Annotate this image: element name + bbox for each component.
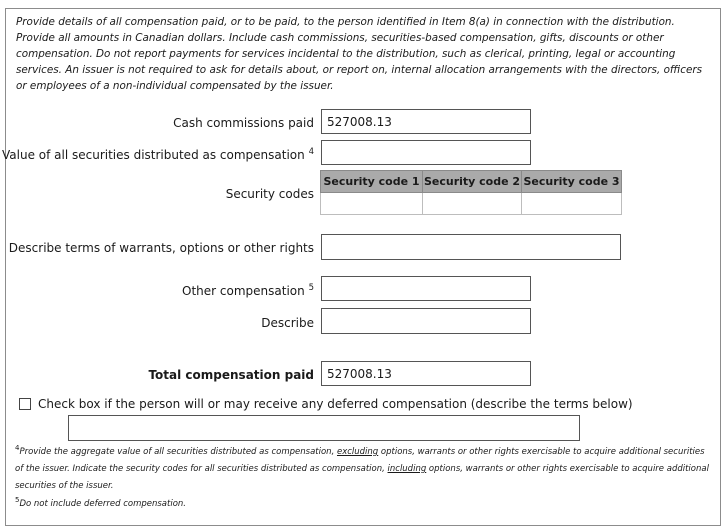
deferred-compensation-checkbox[interactable] [19, 398, 31, 410]
securities-value-field[interactable] [321, 140, 531, 165]
security-codes-table [320, 170, 622, 215]
describe-field[interactable] [321, 308, 531, 334]
deferred-compensation-label: Check box if the person will or may receive any deferred compensation (describe the terms below) [38, 397, 633, 411]
instructions-text: Provide details of all compensation paid, or to be paid, to the person identified in Item 8(a) in connection with the distribution. Provide all amounts in Canadian dollars. Include cash commissions, securities-based compensation, gifts, discounts or other compensation. Do not report payments for services incidental to the distribution, such as clerical, printing, legal or accounting services. An issuer is not required to ask for details about, or report on, internal allocation arrangements with the directors, officers or employees of a non-individual compensated by the issuer. [16, 16, 703, 92]
warrants-terms-label: Describe terms of warrants, options or other rights [8, 241, 314, 255]
security-code-1-header: Security code 1 [321, 171, 423, 193]
describe-label: Describe [261, 316, 314, 330]
security-codes-label: Security codes [225, 187, 314, 201]
cash-commissions-field[interactable]: 527008.13 [321, 109, 531, 134]
footnote-ref-5: 5 [308, 283, 314, 293]
footnote-5-number: 5 [15, 496, 20, 504]
total-compensation-field[interactable]: 527008.13 [321, 361, 531, 386]
other-compensation-label: Other compensation $^5$ [182, 283, 314, 298]
security-code-3-header: Security code 3 [522, 171, 622, 193]
total-compensation-label: Total compensation paid [148, 368, 314, 382]
footnote-4: $^4$Provide the aggregate value of all securities distributed as compensation, excluding options, warrants or other rights exercisable to acquire additional securities of the issuer. Indicate the security codes for all securities distributed as compensation, including options, warrants or other rights exercisable to acquire additional securities of the issuer. [15, 444, 709, 491]
security-code-2-field[interactable] [423, 193, 522, 215]
other-compensation-field[interactable] [321, 276, 531, 301]
securities-value-label: Value of all securities distributed as compensation $^4$ [2, 147, 314, 162]
footnote-4-number: 4 [15, 444, 20, 452]
footnote-5: $^5$Do not include deferred compensation. [15, 496, 186, 509]
cash-commissions-label: Cash commissions paid [173, 116, 314, 130]
security-code-1-field[interactable] [321, 193, 423, 215]
security-code-2-header: Security code 2 [423, 171, 522, 193]
deferred-terms-field[interactable] [68, 415, 580, 441]
warrants-terms-field[interactable] [321, 234, 621, 260]
security-code-3-field[interactable] [522, 193, 622, 215]
footnote-ref-4: 4 [308, 147, 314, 157]
